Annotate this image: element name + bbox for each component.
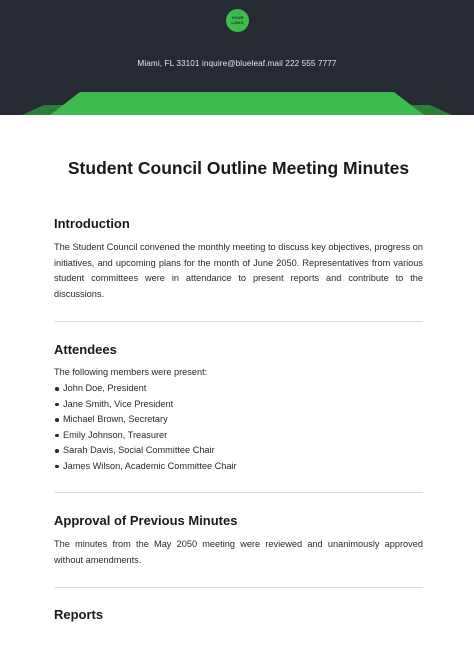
section-divider: [54, 492, 423, 493]
section-heading-attendees: Attendees: [54, 342, 117, 357]
section-heading-reports: Reports: [54, 607, 104, 622]
header-banner: [0, 0, 474, 115]
attendee-item: John Doe, President: [54, 381, 237, 397]
attendees-list: [54, 381, 237, 475]
logo-text-line1: YOUR: [231, 15, 244, 20]
section-heading-approval: Approval of Previous Minutes: [54, 513, 238, 528]
section-divider: [54, 321, 423, 322]
section-divider: [54, 587, 423, 588]
document-title: Student Council Outline Meeting Minutes: [67, 158, 410, 178]
attendee-item: James Wilson, Academic Committee Chair: [54, 459, 237, 475]
attendee-item: Jane Smith, Vice President: [54, 397, 237, 413]
header-accent-band: [0, 88, 474, 115]
introduction-text: The Student Council convened the monthly meeting to discuss key objectives, progress on initiatives, and upcoming plans for the month of June 2050. Representatives from various student committees were in attendance to present reports and contribute to the discussions.: [54, 242, 423, 299]
company-logo: [226, 9, 249, 32]
attendee-item: Michael Brown, Secretary: [54, 412, 237, 428]
attendee-item: Sarah Davis, Social Committee Chair: [54, 443, 237, 459]
approval-text: The minutes from the May 2050 meeting were reviewed and unanimously approved without amendments.: [54, 539, 423, 565]
accent-band-light: [50, 92, 424, 115]
attendees-intro: The following members were present:: [54, 367, 208, 377]
attendee-item: Emily Johnson, Treasurer: [54, 428, 237, 444]
section-heading-introduction: Introduction: [54, 216, 130, 231]
contact-info: Miami, FL 33101 inquire@blueleaf.mail 222 555 7777: [137, 59, 337, 68]
logo-text-line2: LOGO: [231, 19, 244, 25]
